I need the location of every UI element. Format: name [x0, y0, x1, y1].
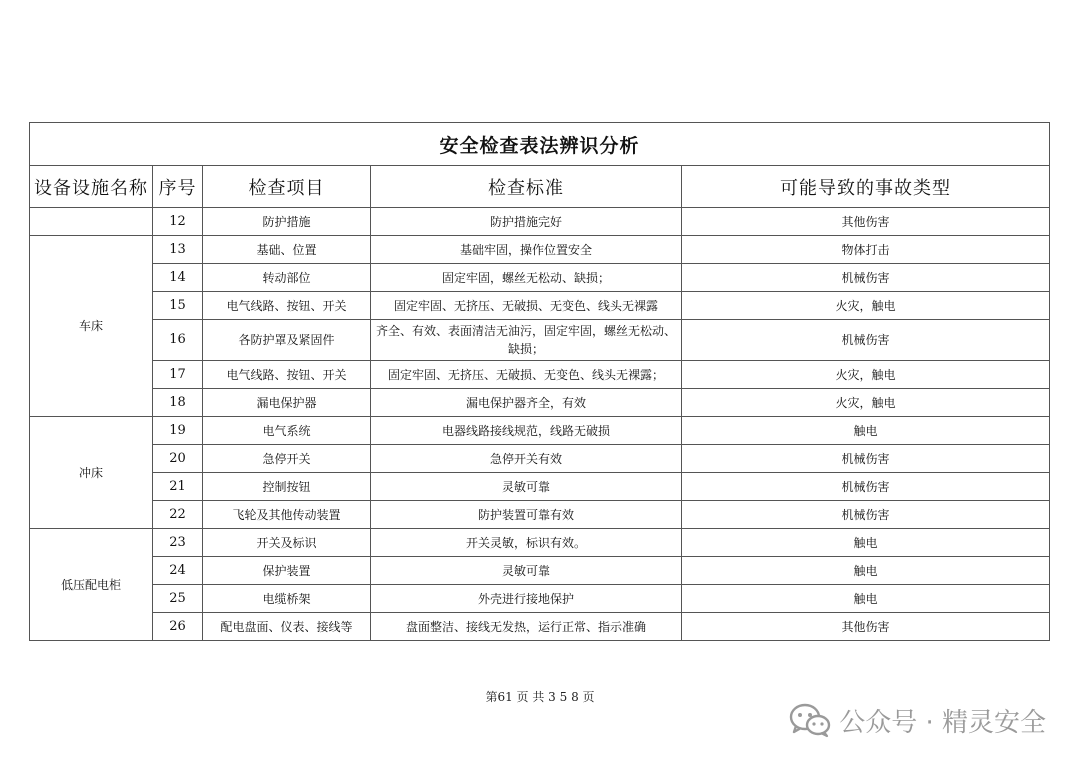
table-row	[30, 557, 1050, 585]
accident-type: 火灾，触电	[682, 389, 1050, 417]
accident-type: 机械伤害	[682, 445, 1050, 473]
check-item: 基础、位置	[203, 236, 371, 264]
safety-checklist-table	[29, 122, 1050, 641]
row-number: 20	[153, 445, 203, 473]
header-equipment: 设备设施名称	[30, 166, 153, 208]
check-standard: 防护装置可靠有效	[371, 501, 682, 529]
row-number: 14	[153, 264, 203, 292]
accident-type: 机械伤害	[682, 320, 1050, 361]
check-item: 电气系统	[203, 417, 371, 445]
row-number: 23	[153, 529, 203, 557]
check-item: 电缆桥架	[203, 585, 371, 613]
row-number: 17	[153, 361, 203, 389]
accident-type: 触电	[682, 585, 1050, 613]
watermark-text: 公众号 · 精灵安全	[839, 707, 1046, 738]
accident-type: 机械伤害	[682, 473, 1050, 501]
table-row	[30, 501, 1050, 529]
check-item: 漏电保护器	[203, 389, 371, 417]
table-row	[30, 264, 1050, 292]
check-standard: 灵敏可靠	[371, 473, 682, 501]
equipment-group-cell	[30, 208, 153, 236]
accident-type: 物体打击	[682, 236, 1050, 264]
row-number: 19	[153, 417, 203, 445]
table-row	[30, 292, 1050, 320]
row-number: 12	[153, 208, 203, 236]
accident-type: 火灾，触电	[682, 361, 1050, 389]
accident-type: 其他伤害	[682, 613, 1050, 641]
accident-type: 触电	[682, 417, 1050, 445]
check-standard: 固定牢固、无挤压、无破损、无变色、线头无裸露；	[371, 361, 682, 389]
page-number-footer: 第61 页 共 3 5 8 页	[485, 690, 595, 704]
table-row	[30, 417, 1050, 445]
check-standard: 齐全、有效、表面清洁无油污，固定牢固，螺丝无松动、缺损；	[371, 320, 682, 361]
check-item: 开关及标识	[203, 529, 371, 557]
table-row	[30, 613, 1050, 641]
check-standard: 固定牢固、无挤压、无破损、无变色、线头无裸露	[371, 292, 682, 320]
table-row	[30, 208, 1050, 236]
check-standard: 急停开关有效	[371, 445, 682, 473]
check-item: 配电盘面、仪表、接线等	[203, 613, 371, 641]
table-row	[30, 585, 1050, 613]
table-row	[30, 529, 1050, 557]
check-item: 控制按钮	[203, 473, 371, 501]
equipment-group-cell: 车床	[30, 236, 153, 417]
table-row	[30, 445, 1050, 473]
header-accident-type: 可能导致的事故类型	[682, 166, 1050, 208]
check-standard: 灵敏可靠	[371, 557, 682, 585]
check-item: 保护装置	[203, 557, 371, 585]
row-number: 21	[153, 473, 203, 501]
equipment-group-cell: 低压配电柜	[30, 529, 153, 641]
table-row	[30, 361, 1050, 389]
accident-type: 触电	[682, 529, 1050, 557]
check-item: 防护措施	[203, 208, 371, 236]
accident-type: 机械伤害	[682, 264, 1050, 292]
accident-type: 触电	[682, 557, 1050, 585]
row-number: 24	[153, 557, 203, 585]
check-item: 电气线路、按钮、开关	[203, 361, 371, 389]
accident-type: 机械伤害	[682, 501, 1050, 529]
table-row	[30, 320, 1050, 361]
check-standard: 外壳进行接地保护	[371, 585, 682, 613]
watermark	[789, 700, 1046, 740]
row-number: 16	[153, 320, 203, 361]
check-standard: 电器线路接线规范，线路无破损	[371, 417, 682, 445]
table-row	[30, 389, 1050, 417]
header-number: 序号	[153, 166, 203, 208]
row-number: 22	[153, 501, 203, 529]
table-title: 安全检查表法辨识分析	[30, 123, 1050, 166]
wechat-icon	[789, 702, 831, 738]
check-standard: 开关灵敏，标识有效。	[371, 529, 682, 557]
row-number: 15	[153, 292, 203, 320]
check-standard: 固定牢固，螺丝无松动、缺损；	[371, 264, 682, 292]
check-item: 飞轮及其他传动装置	[203, 501, 371, 529]
check-item: 转动部位	[203, 264, 371, 292]
check-item: 各防护罩及紧固件	[203, 320, 371, 361]
header-check-standard: 检查标准	[371, 166, 682, 208]
equipment-group-cell: 冲床	[30, 417, 153, 529]
check-item: 电气线路、按钮、开关	[203, 292, 371, 320]
row-number: 13	[153, 236, 203, 264]
accident-type: 其他伤害	[682, 208, 1050, 236]
check-standard: 盘面整洁、接线无发热，运行正常、指示准确	[371, 613, 682, 641]
row-number: 25	[153, 585, 203, 613]
table-row	[30, 236, 1050, 264]
check-standard: 基础牢固，操作位置安全	[371, 236, 682, 264]
header-check-item: 检查项目	[203, 166, 371, 208]
table-row	[30, 473, 1050, 501]
row-number: 26	[153, 613, 203, 641]
check-item: 急停开关	[203, 445, 371, 473]
accident-type: 火灾，触电	[682, 292, 1050, 320]
header-row	[30, 166, 1050, 208]
check-standard: 防护措施完好	[371, 208, 682, 236]
check-standard: 漏电保护器齐全，有效	[371, 389, 682, 417]
row-number: 18	[153, 389, 203, 417]
